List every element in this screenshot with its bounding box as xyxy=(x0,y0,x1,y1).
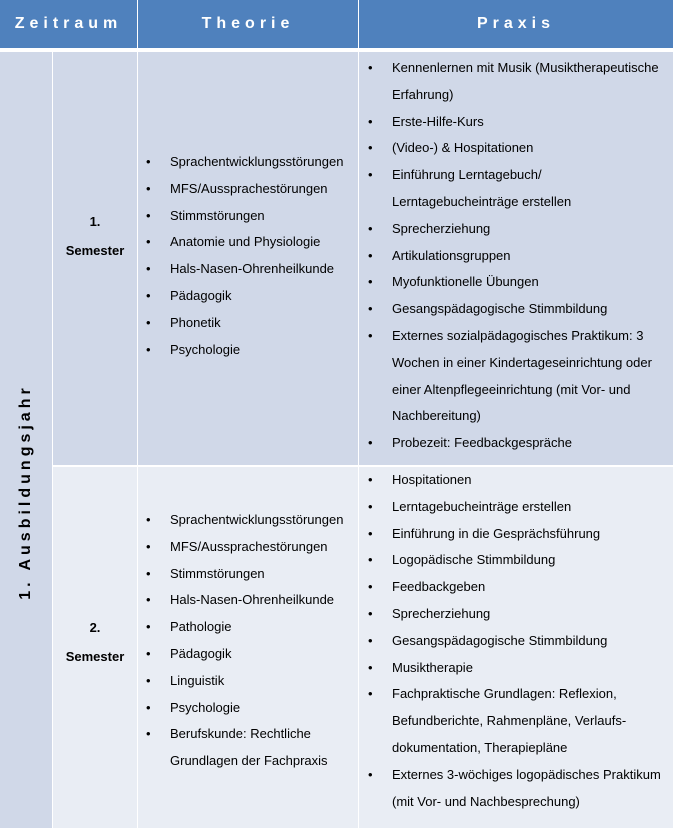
list-item: • Hospitationen xyxy=(359,467,673,494)
semester-2-praxis-cell xyxy=(359,467,673,828)
semester-1-number: 1. xyxy=(89,214,101,229)
semester-1-praxis-list xyxy=(359,55,673,457)
list-item: • Sprecherziehung xyxy=(359,601,673,628)
list-item: • MFS/Aussprachestörungen xyxy=(138,534,358,561)
semester-1-cell xyxy=(53,52,137,465)
list-item: • Psychologie xyxy=(138,695,358,722)
semester-2-number: 2. xyxy=(89,620,101,635)
year-cell xyxy=(0,52,52,828)
list-item: • (Video-) & Hospitationen xyxy=(359,135,673,162)
list-item: • Probezeit: Feedbackgespräche xyxy=(359,430,673,457)
list-item: • Lerntagebucheinträge erstellen xyxy=(359,494,673,521)
list-item: • Myofunktionelle Übungen xyxy=(359,269,673,296)
list-item: • Fachpraktische Grundlagen: Reflexion, Befundberichte, Rahmenpläne, Verlaufs-dokumentation, Therapiepläne xyxy=(359,681,673,761)
list-item: • Anatomie und Physiologie xyxy=(138,229,358,256)
list-item: • Sprachentwicklungsstörungen xyxy=(138,149,358,176)
list-item: • Stimmstörungen xyxy=(138,561,358,588)
header-praxis: Praxis xyxy=(359,0,673,48)
list-item: • Hals-Nasen-Ohrenheilkunde xyxy=(138,587,358,614)
semester-2-cell xyxy=(53,467,137,828)
list-item: • Sprachentwicklungsstörungen xyxy=(138,507,358,534)
semester-1-praxis-cell xyxy=(359,52,673,465)
list-item: • Stimmstörungen xyxy=(138,203,358,230)
list-item: • Logopädische Stimmbildung xyxy=(359,547,673,574)
list-item: • Gesangspädagogische Stimmbildung xyxy=(359,628,673,655)
list-item: • Einführung in die Gesprächsführung xyxy=(359,521,673,548)
list-item: • Feedbackgeben xyxy=(359,574,673,601)
semester-2-praxis-list xyxy=(359,467,673,815)
semester-2-theorie-cell xyxy=(138,467,358,828)
year-label: 1. Ausbildungsjahr xyxy=(17,384,34,600)
list-item: • Externes sozialpädagogisches Praktikum: 3 Wochen in einer Kindertageseinrichtung oder einer Altenpflegeeinrichtung (mit Vor- und Nachbereitung) xyxy=(359,323,673,430)
list-item: • Sprecherziehung xyxy=(359,216,673,243)
header-theorie: Theorie xyxy=(138,0,358,48)
list-item: • Einführung Lerntagebuch/ Lerntagebucheinträge erstellen xyxy=(359,162,673,216)
list-item: • Psychologie xyxy=(138,337,358,364)
semester-2-label: Semester xyxy=(65,649,125,664)
list-item: • Hals-Nasen-Ohrenheilkunde xyxy=(138,256,358,283)
list-item: • Gesangspädagogische Stimmbildung xyxy=(359,296,673,323)
list-item: • Musiktherapie xyxy=(359,655,673,682)
list-item: • Linguistik xyxy=(138,668,358,695)
semester-1-label: Semester xyxy=(65,243,125,258)
semester-2-theorie-list xyxy=(138,507,358,775)
header-zeitraum: Zeitraum xyxy=(0,0,137,48)
list-item: • Phonetik xyxy=(138,310,358,337)
semester-1-theorie-cell xyxy=(138,52,358,465)
list-item: • Artikulationsgruppen xyxy=(359,243,673,270)
list-item: • Berufskunde: Rechtliche Grundlagen der Fachpraxis xyxy=(138,721,358,775)
list-item: • MFS/Aussprachestörungen xyxy=(138,176,358,203)
list-item: • Externes 3-wöchiges logopädisches Praktikum (mit Vor- und Nachbesprechung) xyxy=(359,762,673,816)
list-item: • Pathologie xyxy=(138,614,358,641)
list-item: • Erste-Hilfe-Kurs xyxy=(359,109,673,136)
semester-1-theorie-list xyxy=(138,149,358,363)
list-item: • Pädagogik xyxy=(138,641,358,668)
list-item: • Pädagogik xyxy=(138,283,358,310)
list-item: • Kennenlernen mit Musik (Musiktherapeutische Erfahrung) xyxy=(359,55,673,109)
